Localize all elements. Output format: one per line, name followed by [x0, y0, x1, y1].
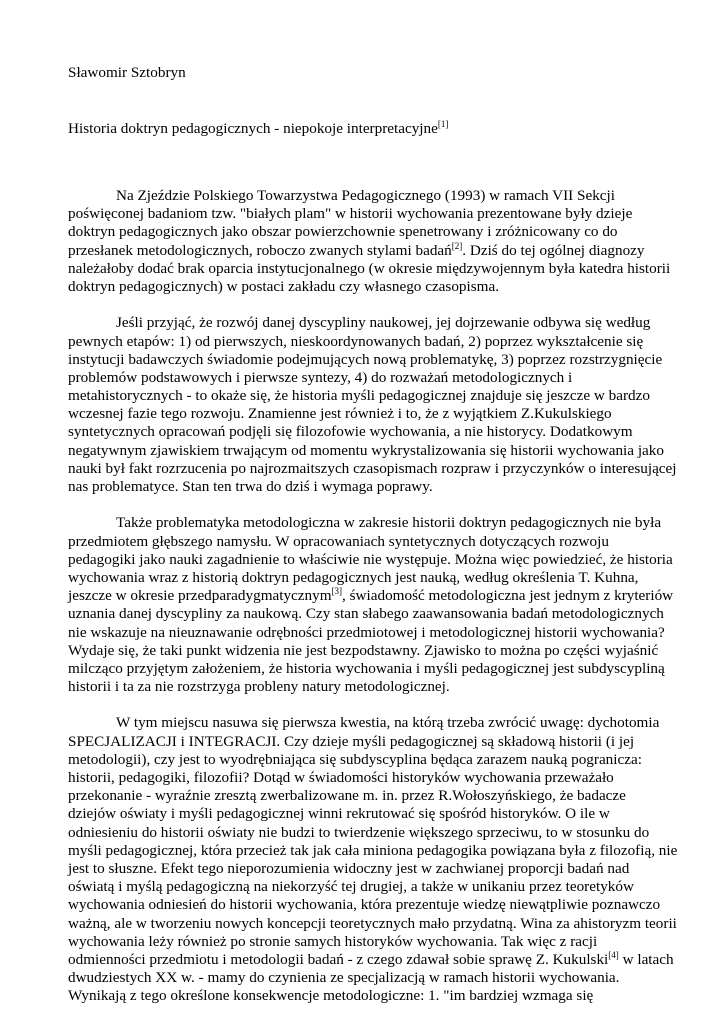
paragraph	[68, 314, 677, 496]
text-segment: Jeśli przyjąć, że rozwój danej dyscypliny naukowej, jej dojrzewanie odbywa się według	[116, 314, 651, 332]
text-line	[68, 841, 678, 860]
text-line	[68, 933, 660, 951]
text-segment: Także problematyka metodologiczna w zakresie historii doktryn pedagogicznych nie była	[116, 514, 662, 532]
text-line	[68, 586, 674, 605]
text-segment: historii, pedagogiki, filozofii? Dotąd w świadomości historyków wychowania przeważało	[68, 769, 614, 786]
text-line	[68, 514, 660, 532]
text-segment: przesłanek metodologicznych, roboczo zwanych stylami badań	[68, 241, 452, 259]
text-line	[68, 678, 660, 696]
text-line	[68, 387, 660, 405]
text-segment: dziejów oświaty i myśli pedagogicznej winni rekrutować się spośród historyków. O ile w	[68, 805, 610, 823]
text-segment: Na Zjeździe Polskiego Towarzystwa Pedagogicznego (1993) w ramach VII Sekcji	[116, 187, 615, 204]
text-line	[68, 949, 674, 969]
article-title-text: Historia doktryn pedagogicznych - niepokoje interpretacyjne	[68, 120, 438, 137]
text-line	[68, 369, 660, 387]
text-line	[68, 787, 660, 805]
text-segment: przekonanie - wyraźnie zresztą zwerbalizowane m. in. przez R.Wołoszyńskiego, że badacze	[68, 787, 626, 805]
text-line	[68, 278, 660, 296]
text-segment: wczesnej fazie tego rozwoju. Znamienne jest również i to, że z wyjątkiem Z.Kukulskiego	[68, 405, 612, 423]
text-segment: uznania danej dyscypliny za naukową. Czy stan słabego zaawansowania badań metodologicznych	[68, 605, 664, 623]
text-segment: poświęconej badaniom tzw. "białych plam" w historii wychowania prezentowane były dzieje	[68, 205, 633, 223]
text-segment: doktryn pedagogicznych jako obszar powierzchownie spenetrowany i zróżnicowany co do	[68, 223, 618, 241]
text-segment: doktryn pedagogicznych) w postaci zakładu czy własnego czasopisma.	[68, 277, 500, 295]
text-segment: dwudziestych XX w. - mamy do czynienia ze specjalizacją w ramach historii wychowania.	[68, 969, 620, 987]
article-body	[68, 187, 678, 1024]
text-segment: oświatą i myślą pedagogiczną na niekorzyść tej drugiej, a także w unikaniu przez teoretyków	[68, 878, 634, 896]
text-line	[68, 878, 660, 896]
text-line	[68, 623, 665, 642]
text-line	[68, 314, 660, 332]
text-segment: jeszcze w okresie przedparadygmatycznym	[68, 587, 332, 605]
text-line	[68, 860, 660, 878]
text-segment: należałoby dodać brak oparcia instytucjonalnego (w okresie międzywojennym była katedra historii	[68, 259, 671, 277]
text-line	[68, 441, 664, 460]
text-line	[68, 350, 663, 369]
text-line	[68, 751, 660, 769]
text-line	[68, 242, 660, 260]
paragraph	[68, 514, 674, 696]
text-line	[68, 914, 677, 933]
text-line	[68, 187, 660, 205]
text-segment: . Dziś do tej ogólnej diagnozy	[462, 241, 645, 259]
text-line	[68, 805, 660, 823]
text-segment: , świadomość metodologiczna jest jednym z kryteriów	[342, 587, 674, 605]
text-line	[68, 659, 665, 678]
text-segment: milcząco przyjętym założeniem, że historia wychowania i myśli pedagogicznej jest subdyscypliną	[68, 659, 665, 677]
text-segment: nauki był fakt rozrzucenia po najrozmaitszych czasopismach rozpraw i przyczynków o interesującej	[68, 459, 677, 477]
text-line	[68, 533, 660, 551]
text-segment: nie wskazuje na nieuznawanie odrębności przedmiotowej i metodologicznej historii wychowania?	[68, 623, 665, 641]
text-segment: SPECJALIZACJI i INTEGRACJI. Czy dzieje myśli pedagogicznej są składową historii (i jej	[68, 732, 635, 750]
text-line	[68, 259, 671, 278]
text-segment: odniesieniu do historii oświaty nie budzi to twierdzenie większego sprzeciwu, to w stosunku do	[68, 823, 650, 841]
text-segment: syntetycznych opracowań podjęli się filozofowie wychowania, a nie historycy. Dodatkowym	[68, 423, 633, 441]
text-line	[68, 205, 660, 223]
text-segment: metahistorycznych - to okaże się, że historia myśli pedagogicznej znajduje się jeszcze w bardzo	[68, 387, 650, 405]
text-segment: ważną, ale w tworzeniu nowych koncepcji teoretycznych mało przydatną. Wina za ahistoryzm teorii	[68, 914, 677, 932]
text-segment: problemów podstawowych i pierwsze syntezy, 4) do rozważań metodologicznych i	[68, 368, 573, 386]
text-line	[68, 333, 660, 351]
text-segment: nas problematyce. Stan ten trwa do dziś i wymaga poprawy.	[68, 478, 433, 495]
text-line	[68, 405, 660, 423]
text-segment: metodologii), czy jest to wyodrębniająca się subdyscyplina będąca zarazem nauką pogranicza:	[68, 750, 642, 768]
text-segment: wychowania wraz z historią doktryn pedagogicznych jest nauką, według określenia T. Kuhna,	[68, 568, 639, 586]
document-page	[68, 64, 678, 1005]
text-line	[68, 605, 664, 623]
text-segment: pewnych etapów: 1) od pierwszych, nieskoordynowanych badań, 2) poprzez wykształcenie się	[68, 332, 644, 350]
author-name: Sławomir Sztobryn	[68, 64, 186, 81]
text-segment: przedmiotem głębszego namysłu. W opracowaniach syntetycznych dotyczących rozwoju	[68, 532, 609, 550]
paragraph	[68, 714, 678, 1005]
text-line	[68, 896, 660, 914]
text-segment: Wynikają z tego określone konsekwencje metodologiczne: 1. "im bardziej wzmaga się	[68, 987, 594, 1005]
text-line	[68, 459, 677, 478]
text-segment: w latach	[618, 950, 674, 968]
text-segment: myśli pedagogicznej, która przecież tak jak cała miniona pedagogika powiązana była z filozofią, nie	[68, 841, 678, 859]
text-segment: jest to słuszne. Efekt tego nieporozumienia widoczny jest w zachwianej proporcji badań nad	[68, 859, 630, 877]
footnote-ref[interactable]: [3]	[331, 586, 343, 597]
text-segment: negatywnym zjawiskiem trwającym od momentu wykrystalizowania się historii wychowania jako	[68, 441, 664, 459]
text-line	[68, 223, 660, 241]
text-line	[68, 642, 660, 660]
text-segment: W tym miejscu nasuwa się pierwsza kwestia, na którą trzeba zwrócić uwagę: dychotomia	[116, 714, 660, 732]
text-segment: historii i ta za nie rozstrzyga probleny natury metodologicznej.	[68, 678, 450, 696]
article-title	[68, 120, 448, 138]
text-line	[68, 824, 660, 842]
footnote-ref[interactable]: [2]	[451, 240, 463, 251]
text-segment: pedagogiki jako nauki zagadnienie to właściwie nie występuje. Można więc powiedzieć, że historia	[68, 550, 673, 568]
text-line	[68, 733, 660, 751]
text-line	[68, 550, 673, 569]
footnote-ref[interactable]: [1]	[437, 119, 449, 129]
text-line	[68, 714, 660, 732]
paragraph	[68, 187, 671, 296]
text-line	[68, 569, 660, 587]
text-segment: odmienności przedmiotu i metodologii badań - z czego zdawał sobie sprawę Z. Kukulski	[68, 950, 609, 968]
text-line	[68, 769, 660, 787]
footnote-ref[interactable]: [4]	[608, 949, 619, 960]
text-line	[68, 423, 660, 441]
text-segment: wychowania leży również po stronie samych historyków wychowania. Tak więc z racji	[68, 932, 598, 950]
text-segment: wychowania odniesień do historii wychowania, która prezentuje wiedzę niewątpliwie poznawczo	[68, 896, 661, 914]
text-segment: Wydaje się, że taki punkt widzenia nie jest bezpodstawny. Zjawisko to można po części wyjaśnić	[68, 641, 659, 659]
text-line	[68, 987, 660, 1005]
text-line	[68, 969, 660, 987]
text-segment: instytucji badawczych świadomie podejmujących nową problematykę, 3) poprzez rozstrzygnięcie	[68, 350, 663, 368]
text-line	[68, 478, 660, 496]
